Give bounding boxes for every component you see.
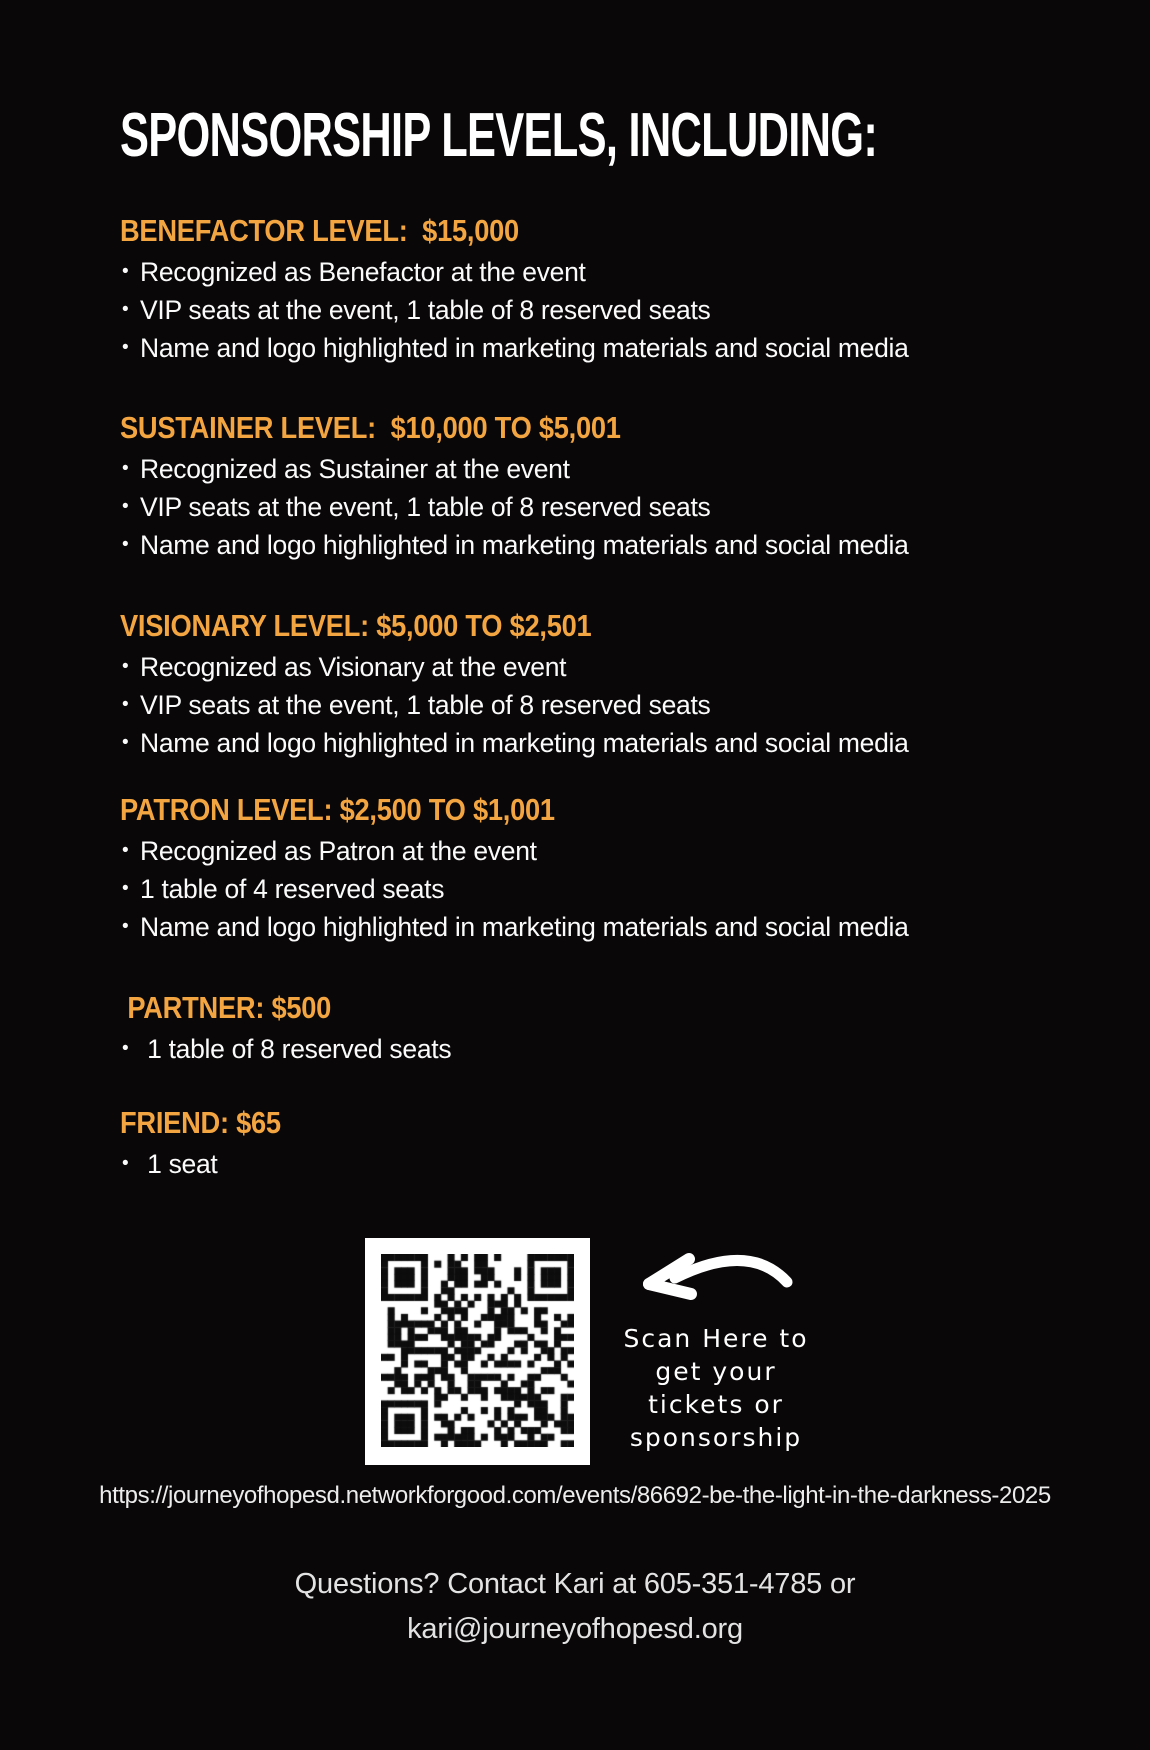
qr-code: [365, 1238, 590, 1465]
benefit-item: • 1 table of 8 reserved seats: [120, 1030, 1150, 1068]
benefit-item: • Name and logo highlighted in marketing materials and social media: [120, 329, 1150, 367]
hand-drawn-arrow-left-icon: [635, 1246, 797, 1310]
benefit-item: • Recognized as Sustainer at the event: [120, 450, 1150, 488]
level-heading: FRIEND: $65: [120, 1105, 281, 1140]
section-visionary: [120, 606, 1150, 762]
benefit-list: [120, 450, 1150, 564]
benefit-item: • Recognized as Patron at the event: [120, 832, 1150, 870]
scan-caption-line: Scan Here to: [623, 1324, 809, 1353]
section-sustainer: [120, 408, 1150, 564]
scan-caption: [616, 1322, 816, 1454]
scan-callout: [616, 1238, 816, 1454]
benefit-item: • 1 seat: [120, 1145, 1150, 1183]
scan-caption-line: tickets or: [648, 1390, 784, 1419]
benefit-item: • VIP seats at the event, 1 table of 8 reserved seats: [120, 488, 1150, 526]
section-friend: [120, 1103, 1150, 1183]
level-heading: PATRON LEVEL: $2,500 TO $1,001: [120, 792, 555, 827]
section-patron: [120, 790, 1150, 946]
level-heading: PARTNER: $500: [120, 990, 332, 1025]
qr-callout-row: [365, 1238, 1150, 1465]
page-title: SPONSORSHIP LEVELS, INCLUDING:: [120, 101, 878, 170]
section-partner: [120, 988, 1150, 1068]
benefit-list: [120, 1145, 1150, 1183]
benefit-item: • Name and logo highlighted in marketing materials and social media: [120, 526, 1150, 564]
level-heading: SUSTAINER LEVEL: $10,000 TO $5,001: [120, 410, 621, 445]
benefit-item: • Name and logo highlighted in marketing materials and social media: [120, 724, 1150, 762]
benefit-list: [120, 253, 1150, 367]
benefit-item: • Name and logo highlighted in marketing materials and social media: [120, 908, 1150, 946]
qr-code-pattern: [381, 1254, 574, 1447]
scan-caption-line: get your: [655, 1357, 777, 1386]
benefit-list: [120, 1030, 1150, 1068]
benefit-item: • VIP seats at the event, 1 table of 8 reserved seats: [120, 686, 1150, 724]
benefit-list: [120, 648, 1150, 762]
benefit-item: • VIP seats at the event, 1 table of 8 reserved seats: [120, 291, 1150, 329]
benefit-list: [120, 832, 1150, 946]
benefit-item: • 1 table of 4 reserved seats: [120, 870, 1150, 908]
benefit-item: • Recognized as Visionary at the event: [120, 648, 1150, 686]
contact-email-line: kari@journeyofhopesd.org: [407, 1613, 743, 1645]
contact-phone-line: Questions? Contact Kari at 605-351-4785 or: [294, 1568, 856, 1600]
level-heading: VISIONARY LEVEL: $5,000 TO $2,501: [120, 608, 592, 643]
level-heading: BENEFACTOR LEVEL: $15,000: [120, 213, 519, 248]
benefit-item: • Recognized as Benefactor at the event: [120, 253, 1150, 291]
contact-info: [0, 1562, 1150, 1652]
event-url: https://journeyofhopesd.networkforgood.com/events/86692-be-the-light-in-the-darkness-2025: [99, 1482, 1051, 1509]
section-benefactor: [120, 211, 1150, 367]
scan-caption-line: sponsorship: [629, 1423, 803, 1452]
